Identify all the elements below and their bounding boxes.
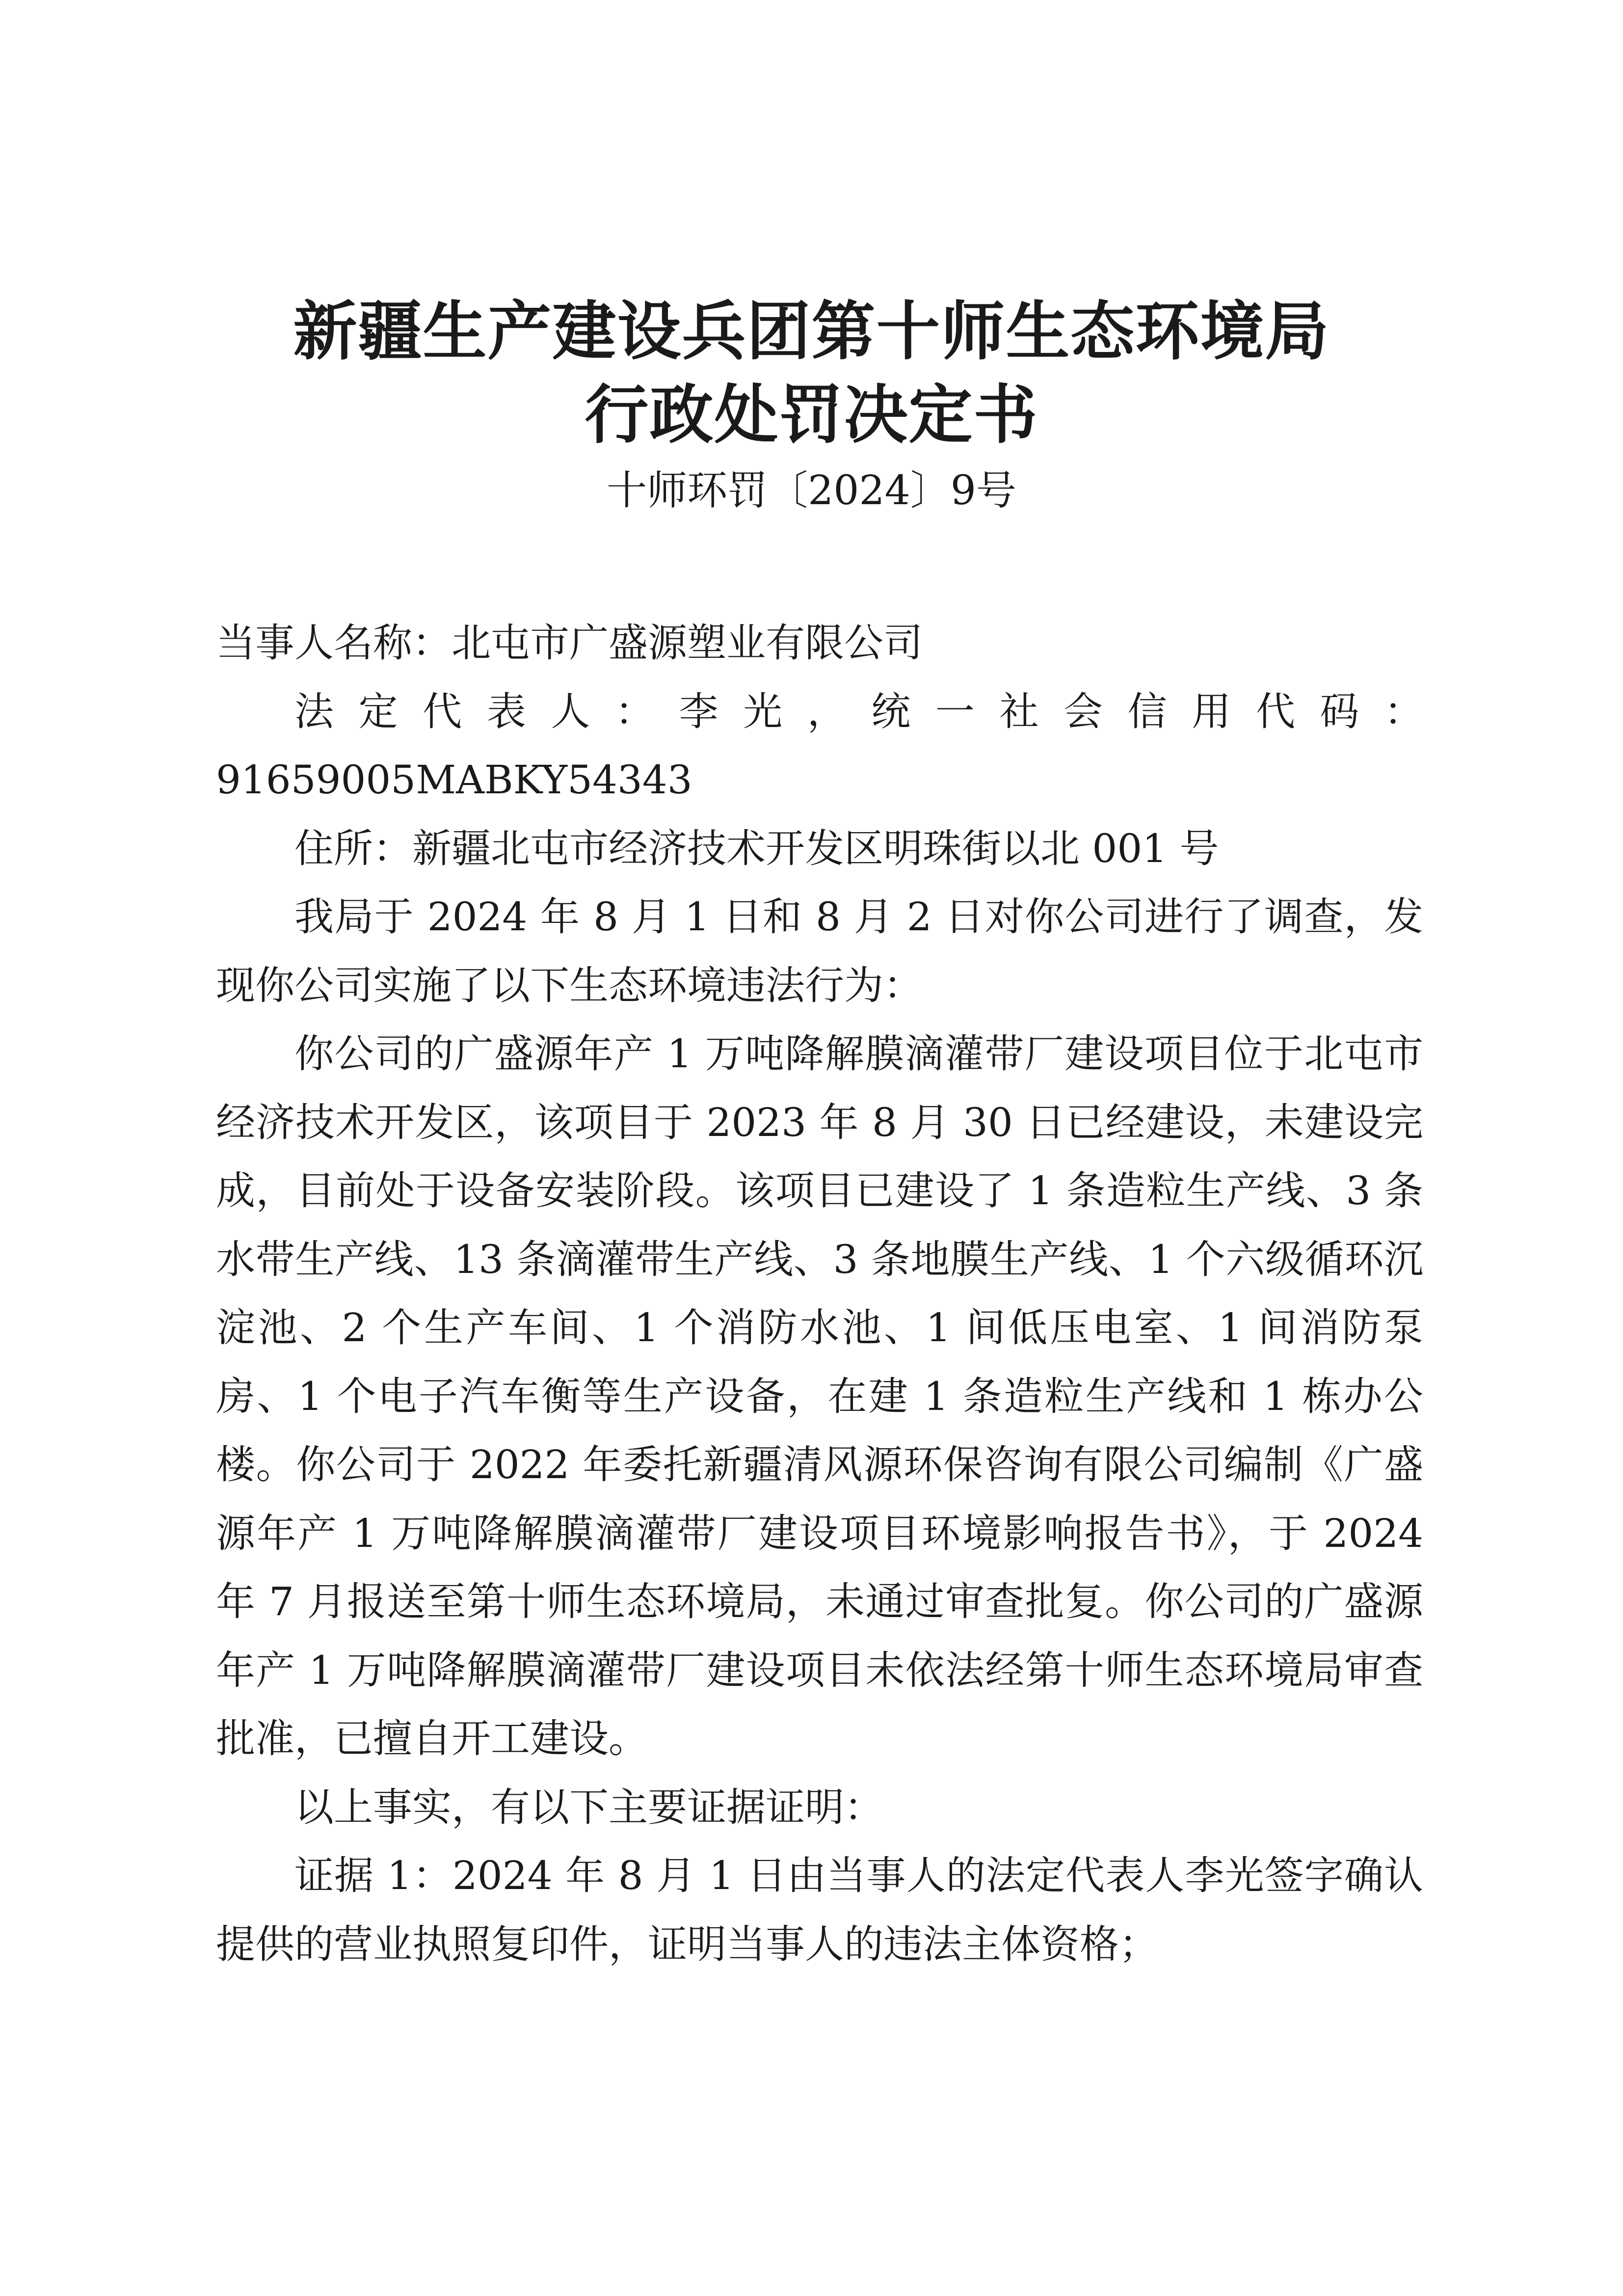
party-name-paragraph: 当事人名称：北屯市广盛源塑业有限公司 — [216, 620, 923, 666]
document-title-line2: 行政处罚决定书 — [585, 378, 1038, 452]
address-paragraph: 住所：新疆北屯市经济技术开发区明珠街以北 001 号 — [294, 825, 1219, 871]
document-body — [216, 609, 1423, 1978]
evidence-1-paragraph: 证据 1：2024 年 8 月 1 日由当事人的法定代表人李光签字确认提供的营业执照复印件，证明当事人的违法主体资格； — [216, 1853, 1423, 1967]
document-number: 十师环罚〔2024〕9号 — [607, 467, 1016, 514]
evidence-intro-paragraph: 以上事实，有以下主要证据证明： — [294, 1784, 883, 1830]
investigation-paragraph: 我局于 2024 年 8 月 1 日和 8 月 2 日对你公司进行了调查，发现你公司实施了以下生态环境违法行为： — [216, 894, 1423, 1008]
document-title-line1: 新疆生产建设兵团第十师生态环境局 — [293, 294, 1330, 369]
legal-representative-paragraph: 法定代表人：李光，统一社会信用代码：91659005MABKY54343 — [216, 688, 1423, 803]
violation-paragraph: 你公司的广盛源年产 1 万吨降解膜滴灌带厂建设项目位于北屯市经济技术开发区，该项目于 2023 年 8 月 30 日已经建设，未建设完成，目前处于设备安装阶段。该项目已建设了 1 条造粒生产线、3 条水带生产线、13 条滴灌带生产线、3 条地膜生产线、1 个六级循环沉淀池、2 个生产车间、1 个消防水池、1 间低压电室、1 间消防泵房、1 个电子汽车衡等生产设备，在建 1 条造粒生产线和 1 栋办公楼。你公司于 2022 年委托新疆清风源环保咨询有限公司编制《广盛源年产 1 万吨降解膜滴灌带厂建设项目环境影响报告书》，于 2024 年 7 月报送至第十师生态环境局，未通过审查批复。你公司的广盛源年产 1 万吨降解膜滴灌带厂建设项目未依法经第十师生态环境局审查批准，已擅自开工建设。 — [216, 1031, 1423, 1761]
